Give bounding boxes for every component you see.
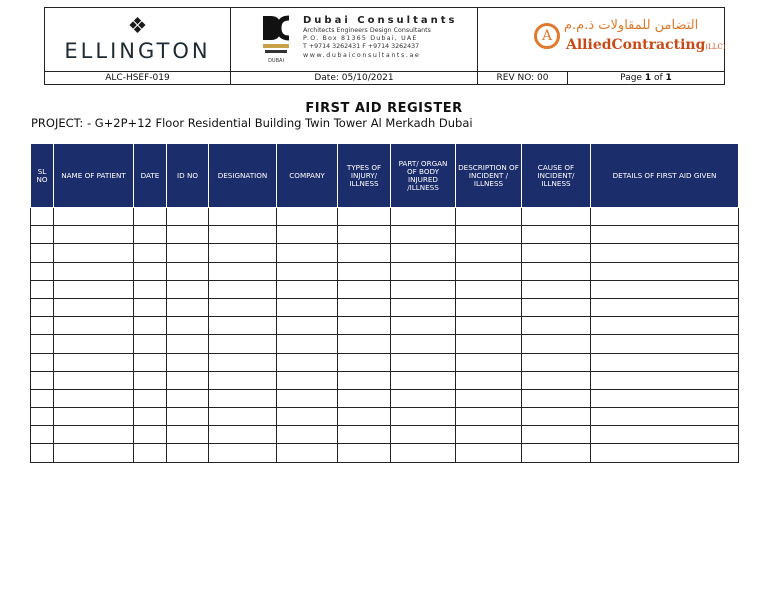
table-cell[interactable] bbox=[134, 389, 167, 407]
page-prefix: Page bbox=[620, 72, 642, 83]
table-cell[interactable] bbox=[391, 244, 456, 262]
table-row bbox=[31, 280, 739, 298]
table-row bbox=[31, 317, 739, 335]
table-row bbox=[31, 298, 739, 316]
consultant-web: www.dubaiconsultants.ae bbox=[303, 51, 421, 59]
table-cell[interactable] bbox=[54, 298, 134, 316]
table-cell[interactable] bbox=[277, 371, 338, 389]
column-header: PART/ ORGAN OF BODY INJURED /ILLNESS bbox=[391, 144, 456, 208]
table-cell[interactable] bbox=[134, 444, 167, 462]
table-cell[interactable] bbox=[456, 389, 522, 407]
contractor-name-arabic: التضامن للمقاولات ذ.م.م bbox=[564, 18, 699, 33]
table-cell[interactable] bbox=[522, 298, 591, 316]
table-cell[interactable] bbox=[591, 444, 739, 462]
table-cell[interactable] bbox=[391, 371, 456, 389]
table-cell[interactable] bbox=[338, 280, 391, 298]
consultant-phone: T +9714 3262431 F +9714 3262437 bbox=[303, 43, 420, 51]
logo-caption: DUBAI bbox=[268, 58, 284, 64]
table-cell[interactable] bbox=[31, 244, 54, 262]
table-cell[interactable] bbox=[591, 389, 739, 407]
table-cell[interactable] bbox=[134, 371, 167, 389]
column-header: SL NO bbox=[31, 144, 54, 208]
table-cell[interactable] bbox=[391, 408, 456, 426]
table-cell[interactable] bbox=[31, 353, 54, 371]
table-cell[interactable] bbox=[338, 226, 391, 244]
table-cell[interactable] bbox=[591, 244, 739, 262]
table-cell[interactable] bbox=[338, 444, 391, 462]
table-cell[interactable] bbox=[277, 317, 338, 335]
page-total: 1 bbox=[665, 72, 672, 83]
table-cell[interactable] bbox=[591, 208, 739, 226]
table-cell[interactable] bbox=[209, 371, 277, 389]
table-cell[interactable] bbox=[456, 408, 522, 426]
table-cell[interactable] bbox=[277, 262, 338, 280]
table-cell[interactable] bbox=[522, 353, 591, 371]
table-cell[interactable] bbox=[209, 389, 277, 407]
table-cell[interactable] bbox=[31, 389, 54, 407]
table-cell[interactable] bbox=[338, 371, 391, 389]
table-cell[interactable] bbox=[209, 408, 277, 426]
table-cell[interactable] bbox=[277, 426, 338, 444]
table-cell[interactable] bbox=[134, 262, 167, 280]
table-cell[interactable] bbox=[522, 444, 591, 462]
table-cell[interactable] bbox=[391, 280, 456, 298]
table-cell[interactable] bbox=[277, 335, 338, 353]
document-header bbox=[44, 7, 724, 84]
table-cell[interactable] bbox=[54, 371, 134, 389]
table-cell[interactable] bbox=[134, 408, 167, 426]
table-cell[interactable] bbox=[456, 208, 522, 226]
column-header: NAME OF PATIENT bbox=[54, 144, 134, 208]
table-cell[interactable] bbox=[522, 226, 591, 244]
table-cell[interactable] bbox=[277, 353, 338, 371]
table-cell[interactable] bbox=[54, 426, 134, 444]
table-cell[interactable] bbox=[522, 244, 591, 262]
table-cell[interactable] bbox=[391, 262, 456, 280]
table-cell[interactable] bbox=[167, 371, 209, 389]
table-cell[interactable] bbox=[167, 426, 209, 444]
table-cell[interactable] bbox=[522, 262, 591, 280]
table-cell[interactable] bbox=[456, 426, 522, 444]
table-cell[interactable] bbox=[54, 226, 134, 244]
contractor-suffix: (LLC) bbox=[705, 43, 726, 51]
doc-date: Date: 05/10/2021 bbox=[231, 72, 478, 85]
consultant-name: Dubai Consultants bbox=[303, 15, 458, 26]
table-cell[interactable] bbox=[338, 353, 391, 371]
table-cell[interactable] bbox=[134, 317, 167, 335]
table-cell[interactable] bbox=[167, 226, 209, 244]
table-cell[interactable] bbox=[456, 298, 522, 316]
table-cell[interactable] bbox=[591, 371, 739, 389]
client-logo bbox=[45, 8, 231, 72]
table-cell[interactable] bbox=[338, 426, 391, 444]
contractor-logo bbox=[478, 8, 725, 72]
column-header: ID NO bbox=[167, 144, 209, 208]
table-cell[interactable] bbox=[391, 317, 456, 335]
table-cell[interactable] bbox=[209, 335, 277, 353]
table-cell[interactable] bbox=[31, 280, 54, 298]
table-cell[interactable] bbox=[209, 244, 277, 262]
table-row bbox=[31, 262, 739, 280]
revision-number: REV NO: 00 bbox=[478, 72, 568, 85]
table-cell[interactable] bbox=[54, 408, 134, 426]
table-cell[interactable] bbox=[209, 298, 277, 316]
table-cell[interactable] bbox=[338, 244, 391, 262]
table-cell[interactable] bbox=[591, 280, 739, 298]
table-cell[interactable] bbox=[391, 353, 456, 371]
table-row bbox=[31, 389, 739, 407]
contractor-name bbox=[566, 37, 726, 53]
consultant-subtitle: Architects Engineers Design Consultants bbox=[303, 27, 431, 34]
table-cell[interactable] bbox=[456, 335, 522, 353]
table-cell[interactable] bbox=[54, 208, 134, 226]
table-row bbox=[31, 426, 739, 444]
table-cell[interactable] bbox=[31, 426, 54, 444]
table-cell[interactable] bbox=[31, 262, 54, 280]
table-cell[interactable] bbox=[31, 298, 54, 316]
table-cell[interactable] bbox=[31, 317, 54, 335]
dubai-consultants-logo-icon bbox=[261, 14, 291, 66]
table-cell[interactable] bbox=[54, 353, 134, 371]
table-cell[interactable] bbox=[209, 208, 277, 226]
table-cell[interactable] bbox=[277, 244, 338, 262]
column-header: DATE bbox=[134, 144, 167, 208]
table-cell[interactable] bbox=[31, 208, 54, 226]
table-row bbox=[31, 226, 739, 244]
table-cell[interactable] bbox=[167, 208, 209, 226]
table-cell[interactable] bbox=[591, 408, 739, 426]
table-cell[interactable] bbox=[54, 317, 134, 335]
table-cell[interactable] bbox=[391, 298, 456, 316]
column-header: CAUSE OF INCIDENT/ ILLNESS bbox=[522, 144, 591, 208]
table-cell[interactable] bbox=[167, 389, 209, 407]
table-cell[interactable] bbox=[591, 353, 739, 371]
table-cell[interactable] bbox=[338, 389, 391, 407]
table-row bbox=[31, 444, 739, 462]
table-cell[interactable] bbox=[591, 262, 739, 280]
table-cell[interactable] bbox=[456, 353, 522, 371]
column-header: DESIGNATION bbox=[209, 144, 277, 208]
table-cell[interactable] bbox=[209, 262, 277, 280]
client-name: ELLINGTON bbox=[64, 38, 211, 63]
table-cell[interactable] bbox=[391, 426, 456, 444]
table-cell[interactable] bbox=[338, 335, 391, 353]
table-cell[interactable] bbox=[391, 444, 456, 462]
table-cell[interactable] bbox=[209, 426, 277, 444]
table-cell[interactable] bbox=[591, 317, 739, 335]
table-cell[interactable] bbox=[522, 408, 591, 426]
table-cell[interactable] bbox=[134, 335, 167, 353]
table-cell[interactable] bbox=[591, 335, 739, 353]
table-cell[interactable] bbox=[522, 389, 591, 407]
table-cell[interactable] bbox=[591, 226, 739, 244]
table-cell[interactable] bbox=[277, 208, 338, 226]
table-cell[interactable] bbox=[456, 371, 522, 389]
table-cell[interactable] bbox=[277, 298, 338, 316]
table-cell[interactable] bbox=[456, 262, 522, 280]
table-cell[interactable] bbox=[134, 280, 167, 298]
table-cell[interactable] bbox=[391, 389, 456, 407]
column-header: DESCRIPTION OF INCIDENT / ILLNESS bbox=[456, 144, 522, 208]
table-cell[interactable] bbox=[338, 317, 391, 335]
table-row bbox=[31, 208, 739, 226]
table-cell[interactable] bbox=[134, 226, 167, 244]
table-cell[interactable] bbox=[167, 280, 209, 298]
table-cell[interactable] bbox=[54, 262, 134, 280]
table-cell[interactable] bbox=[209, 444, 277, 462]
column-header: COMPANY bbox=[277, 144, 338, 208]
table-cell[interactable] bbox=[134, 426, 167, 444]
table-cell[interactable] bbox=[209, 226, 277, 244]
doc-number: ALC-HSEF-019 bbox=[45, 72, 231, 85]
table-cell[interactable] bbox=[391, 208, 456, 226]
allied-logo-icon: A bbox=[534, 23, 560, 49]
column-header: TYPES OF INJURY/ ILLNESS bbox=[338, 144, 391, 208]
table-cell[interactable] bbox=[167, 408, 209, 426]
table-cell[interactable] bbox=[522, 280, 591, 298]
table-cell[interactable] bbox=[456, 244, 522, 262]
page-of: of bbox=[653, 72, 663, 83]
table-cell[interactable] bbox=[134, 353, 167, 371]
table-cell[interactable] bbox=[391, 335, 456, 353]
table-cell[interactable] bbox=[277, 226, 338, 244]
first-aid-register-table bbox=[30, 143, 738, 463]
table-cell[interactable] bbox=[54, 244, 134, 262]
table-cell[interactable] bbox=[209, 353, 277, 371]
table-row bbox=[31, 244, 739, 262]
page-number bbox=[568, 72, 725, 85]
table-cell[interactable] bbox=[591, 298, 739, 316]
table-cell[interactable] bbox=[338, 408, 391, 426]
table-header-row bbox=[31, 144, 739, 208]
table-cell[interactable] bbox=[209, 317, 277, 335]
table-cell[interactable] bbox=[209, 280, 277, 298]
table-cell[interactable] bbox=[134, 298, 167, 316]
table-cell[interactable] bbox=[456, 317, 522, 335]
table-cell[interactable] bbox=[167, 335, 209, 353]
table-row bbox=[31, 408, 739, 426]
table-cell[interactable] bbox=[134, 208, 167, 226]
table-body bbox=[31, 208, 739, 463]
table-cell[interactable] bbox=[522, 335, 591, 353]
consultant-logo bbox=[231, 8, 478, 72]
table-cell[interactable] bbox=[31, 226, 54, 244]
contractor-name-text: AlliedContracting bbox=[566, 37, 706, 53]
table-cell[interactable] bbox=[522, 371, 591, 389]
table-cell[interactable] bbox=[391, 226, 456, 244]
table-cell[interactable] bbox=[134, 244, 167, 262]
table-cell[interactable] bbox=[31, 408, 54, 426]
table-cell[interactable] bbox=[456, 280, 522, 298]
table-cell[interactable] bbox=[167, 353, 209, 371]
table-row bbox=[31, 335, 739, 353]
table-cell[interactable] bbox=[522, 426, 591, 444]
table-cell[interactable] bbox=[277, 389, 338, 407]
table-cell[interactable] bbox=[54, 280, 134, 298]
table-cell[interactable] bbox=[31, 335, 54, 353]
table-cell[interactable] bbox=[277, 408, 338, 426]
table-cell[interactable] bbox=[167, 317, 209, 335]
table-cell[interactable] bbox=[591, 426, 739, 444]
page-title: FIRST AID REGISTER bbox=[305, 101, 463, 116]
table-cell[interactable] bbox=[31, 371, 54, 389]
table-cell[interactable] bbox=[167, 262, 209, 280]
table-cell[interactable] bbox=[456, 226, 522, 244]
table-cell[interactable] bbox=[522, 317, 591, 335]
table-cell[interactable] bbox=[277, 444, 338, 462]
table-cell[interactable] bbox=[167, 298, 209, 316]
project-line: PROJECT: - G+2P+12 Floor Residential Building Twin Tower Al Merkadh Dubai bbox=[31, 116, 473, 130]
table-cell[interactable] bbox=[338, 208, 391, 226]
table-row bbox=[31, 353, 739, 371]
table-cell[interactable] bbox=[167, 444, 209, 462]
table-row bbox=[31, 371, 739, 389]
table-cell[interactable] bbox=[54, 389, 134, 407]
consultant-address: P.O. Box 81365 Dubai, UAE bbox=[303, 35, 418, 43]
table-cell[interactable] bbox=[338, 298, 391, 316]
table-cell[interactable] bbox=[167, 244, 209, 262]
table-cell[interactable] bbox=[456, 444, 522, 462]
table-cell[interactable] bbox=[522, 208, 591, 226]
table-cell[interactable] bbox=[277, 280, 338, 298]
table-cell[interactable] bbox=[31, 444, 54, 462]
table-cell[interactable] bbox=[54, 444, 134, 462]
page-current: 1 bbox=[644, 72, 652, 83]
column-header: DETAILS OF FIRST AID GIVEN bbox=[591, 144, 739, 208]
table-cell[interactable] bbox=[54, 335, 134, 353]
ellington-mark-icon: ❖ bbox=[127, 13, 148, 39]
table-cell[interactable] bbox=[338, 262, 391, 280]
